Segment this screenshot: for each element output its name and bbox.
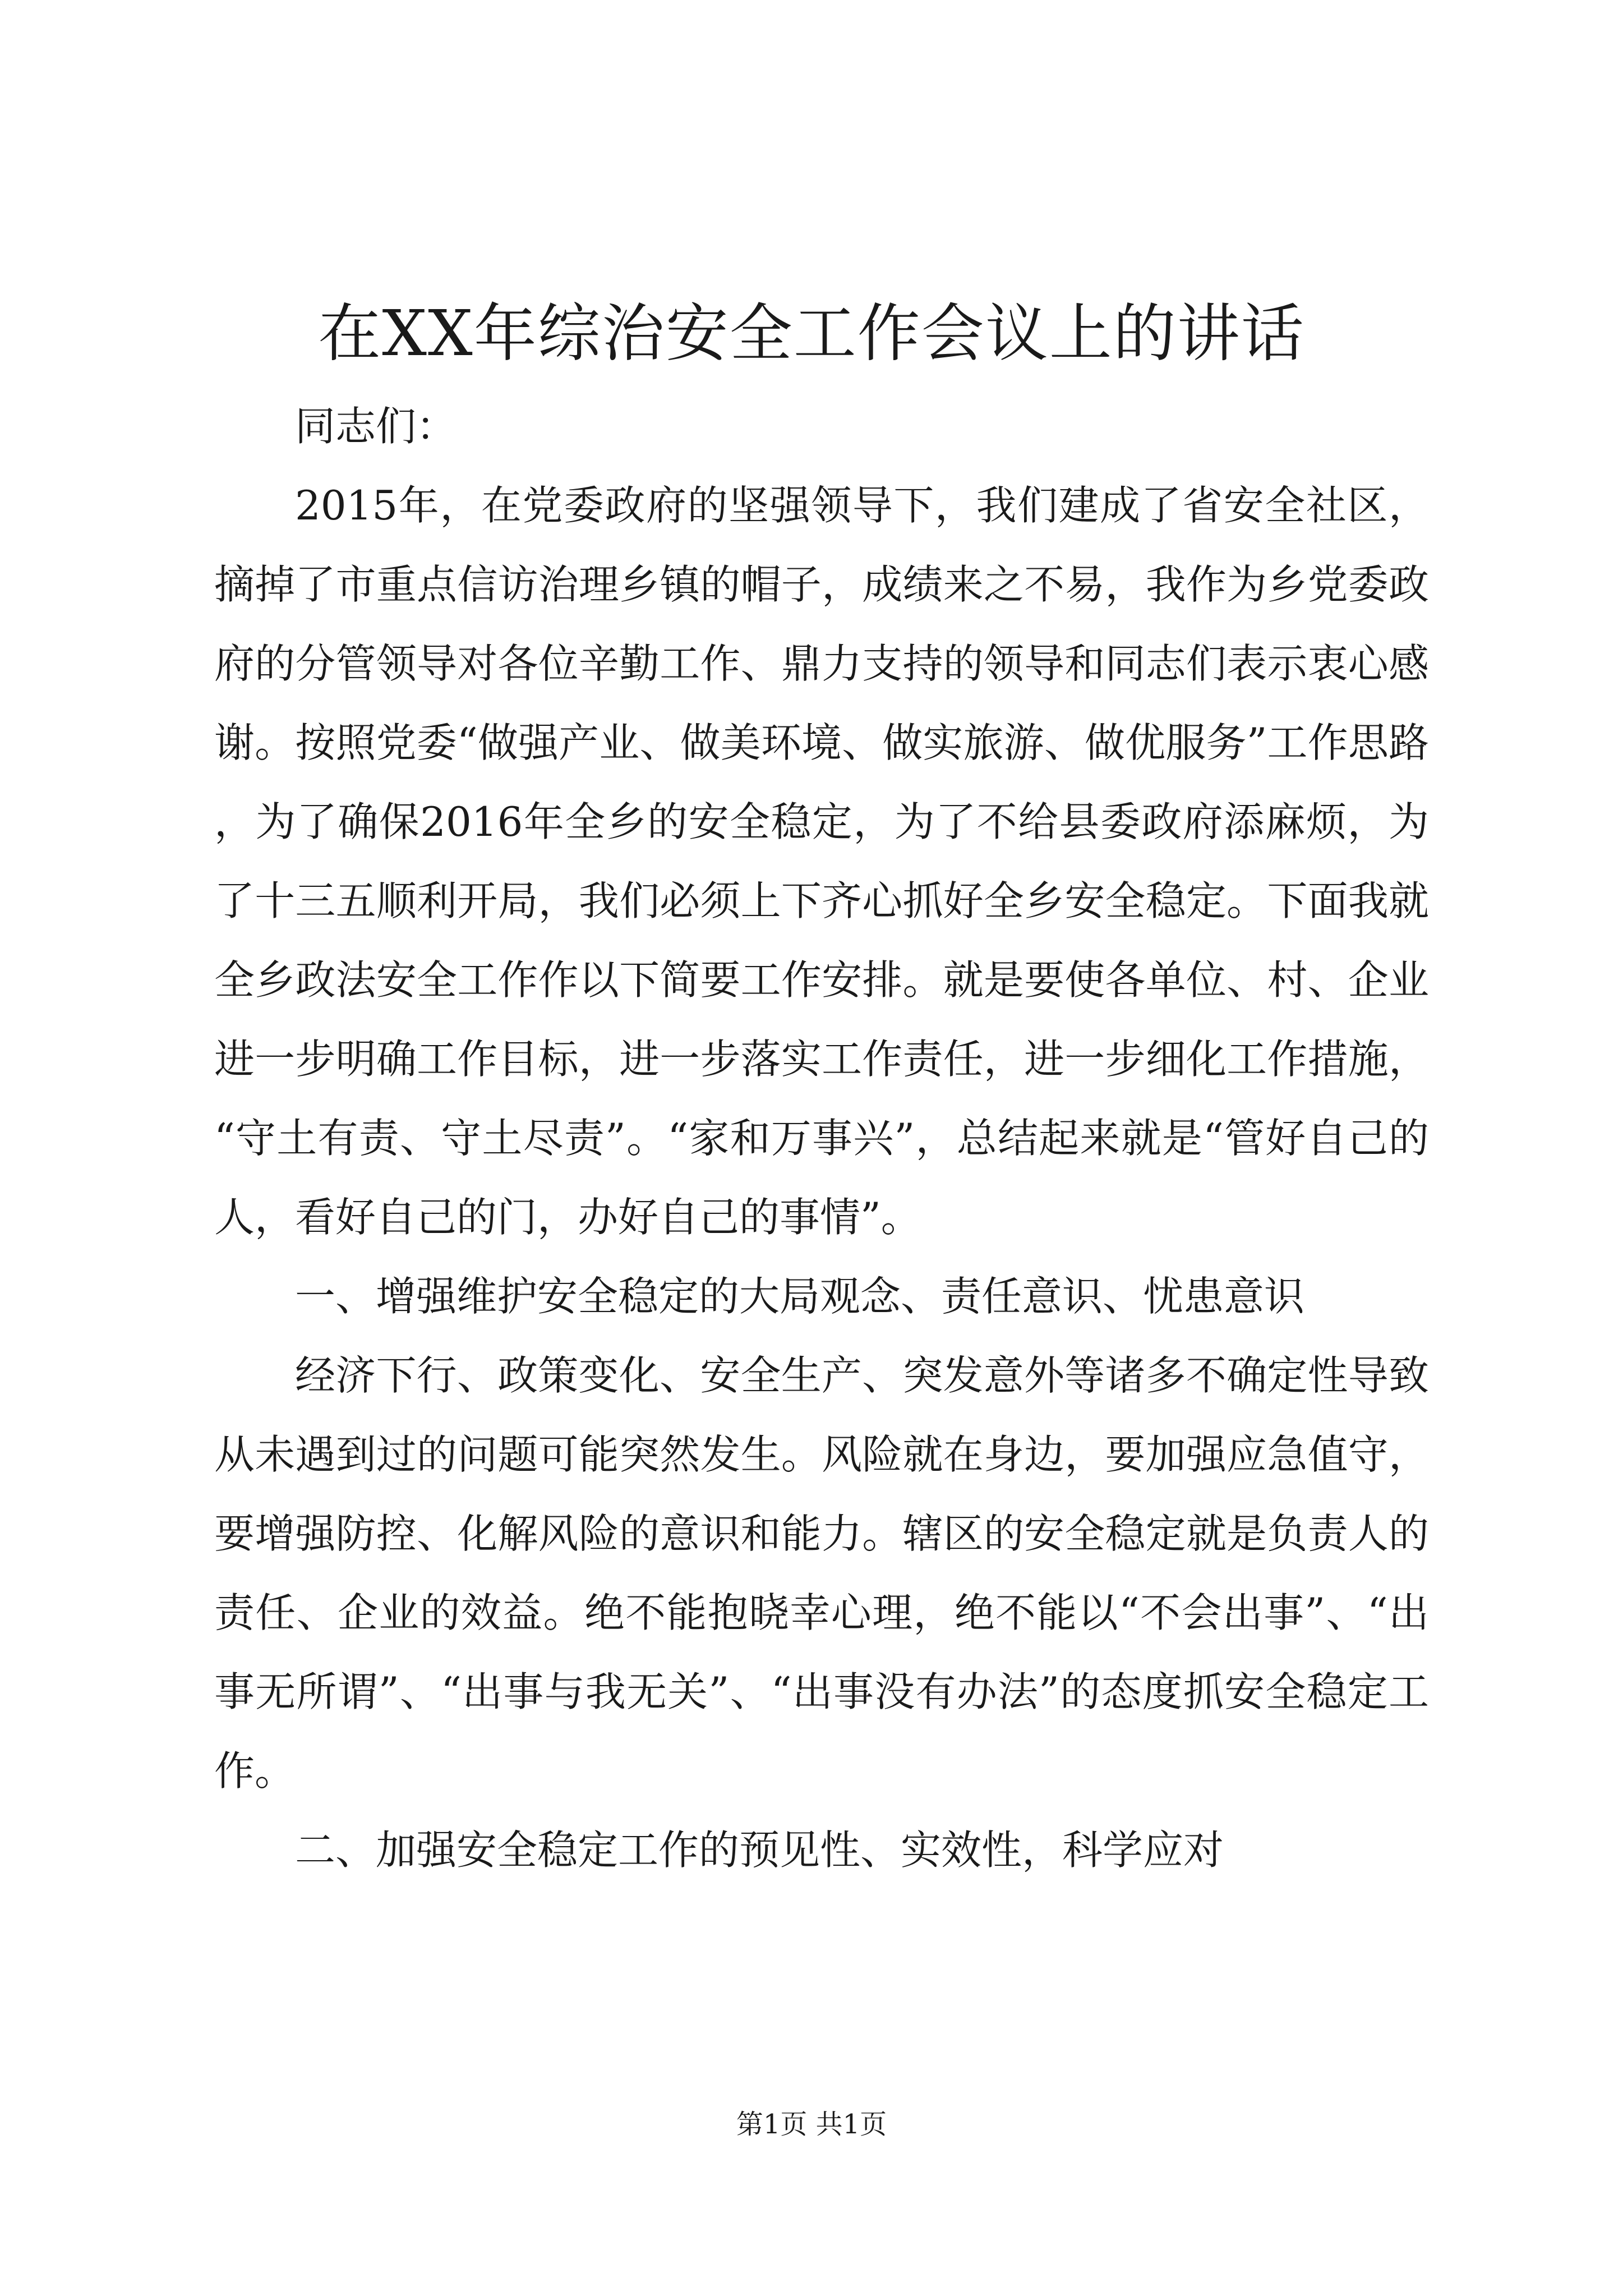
document-body bbox=[214, 387, 1429, 1890]
section-heading: 一、增强维护安全稳定的大局观念、责任意识、忧患意识 bbox=[295, 1273, 1305, 1320]
section-heading: 二、加强安全稳定工作的预见性、实效性，科学应对 bbox=[295, 1826, 1224, 1874]
body-paragraph: 经济下行、政策变化、安全生产、突发意外等诸多不确定性导致从未遇到过的问题可能突然发生。风险就在身边，要加强应急值守，要增强防控、化解风险的意识和能力。辖区的安全稳定就是负责人的责任、企业的效益。绝不能抱晓幸心理，绝不能以“不会出事”、“出事无所谓”、“出事与我无关”、“出事没有办法”的态度抓安全稳定工作。 bbox=[214, 1352, 1429, 1795]
page-number: 第1页 共1页 bbox=[736, 2109, 887, 2140]
salutation: 同志们： bbox=[295, 403, 457, 450]
body-paragraph: 2015年，在党委政府的坚强领导下，我们建成了省安全社区，摘掉了市重点信访治理乡镇的帽子，成绩来之不易，我作为乡党委政府的分管领导对各位辛勤工作、鼎力支持的领导和同志们表示衷心感谢。按照党委“做强产业、做美环境、做实旅游、做优服务”工作思路，为了确保2016年全乡的安全稳定，为了不给县委政府添麻烦，为了十三五顺利开局，我们必须上下齐心抓好全乡安全稳定。下面我就全乡政法安全工作作以下简要工作安排。就是要使各单位、村、企业进一步明确工作目标，进一步落实工作责任，进一步细化工作措施，“守土有责、守土尽责”。“家和万事兴”，总结起来就是“管好自己的人，看好自己的门，办好自己的事情”。 bbox=[214, 482, 1429, 1241]
document-title: 在XX年综治安全工作会议上的讲话 bbox=[318, 297, 1305, 370]
